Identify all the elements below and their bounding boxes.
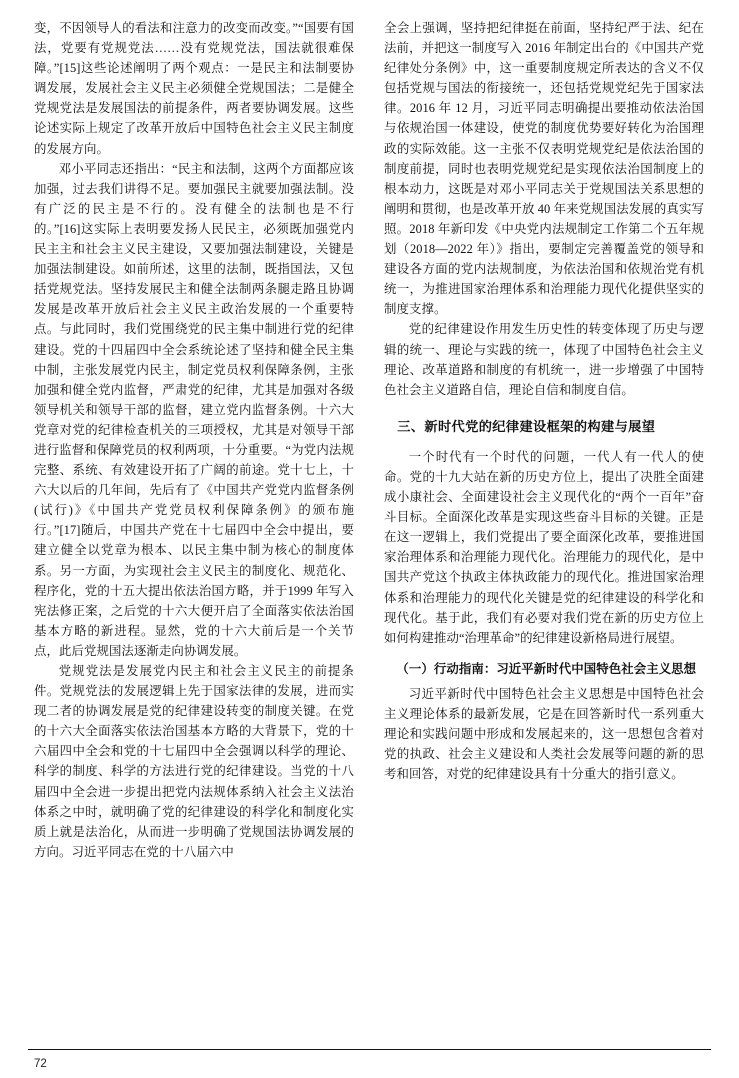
paragraph: 党的纪律建设作用发生历史性的转变体现了历史与逻辑的统一、理论与实践的统一，体现了中国特色社会主义理论、改革道路和制度的有机统一，进一步增强了中国特色社会主义道路自信，理论自信和制度自信。 [384, 322, 704, 397]
left-column [34, 18, 354, 1028]
page-number: 72 [34, 1058, 47, 1070]
paragraph: 党规党法是发展党内民主和社会主义民主的前提条件。党规党法的发展逻辑上先于国家法律的发展，进而实现二者的协调发展是党的纪律建设转变的制度关键。在党的十六大全面落实依法治国基本方略的大背景下，党的十六届四中全会和党的十七届四中全会强调以科学的理论、科学的制度、科学的方法进行党的纪律建设。当党的十八届四中全会进一步提出把党内法规体系纳入社会主义法治体系之中时，就明确了党的纪律建设的科学化和制度化实质上就是法治化，从而进一步明确了党规国法协调发展的方向。习近平同志在党的十八届六中 [34, 664, 354, 859]
paragraph: 全会上强调，坚持把纪律挺在前面，坚持纪严于法、纪在法前，并把这一制度写入 2016 年制定出台的《中国共产党纪律处分条例》中，这一重要制度规定所表达的含义不仅包括党规与国法的衔接统一，还包括党规党纪先于国家法律。2016 年 12 月，习近平同志明确提出要推动依法治国与依规治国一体建设，使党的制度优势要好转化为治国理政的实际效能。这一主张不仅表明党规党纪是依法治国的制度前提，同时也表明党规党纪是实现依法治国制度上的根本动力，这既是对邓小平同志关于党规国法关系思想的阐明和贯彻，也是改革开放 40 年来党规国法发展的真实写照。2018 年新印发《中央党内法规制定工作第二个五年规划（2018—2022 年）》指出，要制定完善覆盖党的领导和建设各方面的党内法规制度，为依法治国和依规治党有机统一，为推进国家治理体系和治理能力现代化提供坚实的制度支撑。 [384, 21, 704, 317]
right-column [384, 18, 704, 1028]
paragraph: 习近平新时代中国特色社会主义思想是中国特色社会主义理论体系的最新发展，它是在回答新时代一系列重大理论和实践问题中形成和发展起来的，这一思想包含着对党的执政、社会主义建设和人类社会发展等问题的新的思考和回答，对党的纪律建设具有十分重大的指引意义。 [384, 686, 704, 782]
paragraph: 一个时代有一个时代的问题，一代人有一代人的使命。党的十九大站在新的历史方位上，提出了决胜全面建成小康社会、全面建设社会主义现代化的“两个一百年”奋斗目标。全面深化改革是实现这些奋斗目标的关键。正是在这一逻辑上，我们党提出了要全面深化改革，要推进国家治理体系和治理能力现代化。治理能力的现代化，是中国共产党这个执政主体执政能力的现代化。推进国家治理体系和治理能力的现代化关键是党的纪律建设的科学化和现代化。基于此，我们有必要对我们党在新的历史方位上如何构建推动“治理革命”的纪律建设新格局进行展望。 [384, 449, 704, 645]
section-heading: 三、新时代党的纪律建设框架的构建与展望 [397, 418, 656, 434]
paragraph: 邓小平同志还指出：“民主和法制，这两个方面都应该加强，过去我们讲得不足。要加强民主就要加强法制。没有广泛的民主是不行的。没有健全的法制也是不行的。”[16]这实际上表明要发扬人民民主，必须既加强党内民主主和社会主义民主建设，又要加强法制建设，关键是加强法制建设。如前所述，这里的法制，既指国法，又包括党规党法。坚持发展民主和健全法制两条腿走路且协调发展是改革开放后社会主义民主政治发展的一个重要特点。与此同时，我们党围绕党的民主集中制进行党的纪律建设。党的十四届四中全会系统论述了坚持和健全民主集中制，主张发展党内民主，制定党员权利保障条例，主张加强和健全党内监督，严肃党的纪律，尤其是加强对各级领导机关和领导干部的监督，建立党内监督条例。十六大党章对党的纪律检查机关的三项授权，尤其是对领导干部进行监督和保障党员的权利两项，十分重要。“为党内法规完整、系统、有效建设开拓了广阔的前途。党十七上，十六大以后的几年间，先后有了《中国共产党党内监督条例(试行)》《中国共产党党员权利保障条例》的颁布施行。”[17]随后，中国共产党在十七届四中全会中提出，要建立健全以党章为根本、以民主集中制为核心的制度体系。另一方面，为实现社会主义民主的制度化、规范化、程序化，党的十五大提出依法治国方略，并于1999 年写入宪法修正案，之后党的十六大便开启了全面落实依法治国基本方略的新进程。显然，党的十六大前后是一个关节点，此后党规国法逐渐走向协调发展。 [34, 161, 354, 658]
two-column-layout [34, 18, 705, 1028]
subsection-heading: （一）行动指南：习近平新时代中国特色社会主义思想 [396, 661, 697, 676]
footer-divider [28, 1049, 711, 1050]
paragraph: 变，不因领导人的看法和注意力的改变而改变。”“国要有国法，党要有党规党法……没有党规党法，国法就很难保障。”[15]这些论述阐明了两个观点：一是民主和法制要协调发展，发展社会主义民主必须健全党规国法；二是健全党规党法是发展国法的前提条件，两者要协调发展。这些论述实际上规定了改革开放后中国特色社会主义民主制度的发展方向。 [34, 21, 354, 156]
